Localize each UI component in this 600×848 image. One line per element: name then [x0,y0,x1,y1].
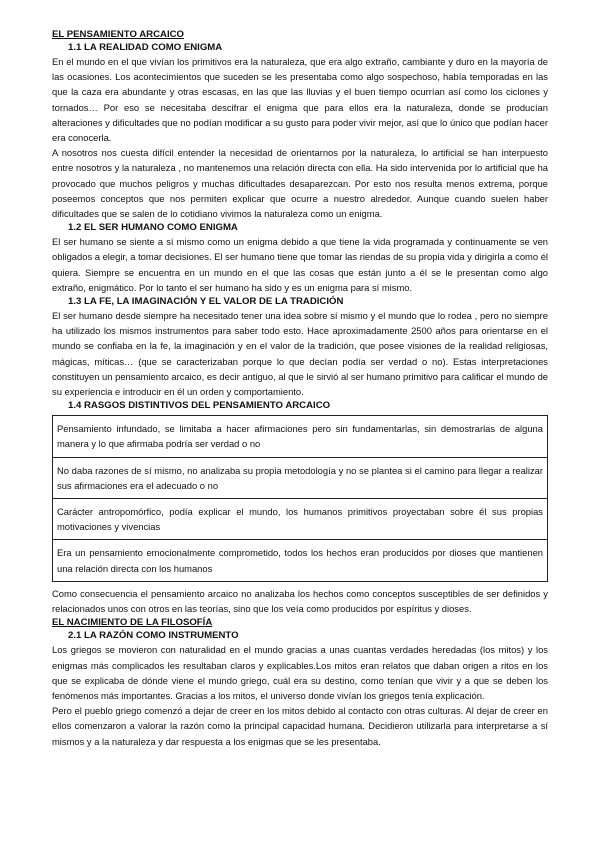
table-row [53,457,548,498]
table-cell: No daba razones de sí mismo, no analizaba su propia metodología y no se plantea si el camino para llegar a realizar sus afirmaciones era el adecuado o no [53,457,548,498]
table-row [53,540,548,581]
table-row [53,499,548,540]
paragraph: Los griegos se movieron con naturalidad en el mundo gracias a unas cuantas verdades heredadas (los mitos) y los enigmas más complicados les resultaban claros y explicables.Los mitos eran relatos que daban origen a ritos en los que se explicaba de dónde viene el mundo griego, cuál era su destino, como tenían que vivir y a que se deben los fenómenos más importantes. Gracias a los mitos, el universo donde vivían los griegos tenía explicación. [52,644,548,701]
paragraph: El ser humano se siente a sí mismo como un enigma debido a que tiene la vida programada y continuamente se ven obligados a elegir, a tomar decisiones. El ser humano tiene que tomar las riendas de su propia vida y dirigirla a como él quiera. Siempre se encuentra en un mundo en el que las cosas que están junto a él se le presentan como algo extraño, enigmático. Por lo tanto el ser humano ha sido y es un enigma para sí mismo. [52,236,548,293]
paragraph: A nosotros nos cuesta difícil entender la necesidad de orientarnos por la naturaleza, lo artificial se han interpuesto entre nosotros y la naturaleza , no mantenemos una relación directa con ella. Ha sido intervenida por lo artificial que ha provocado que muchos peligros y muchas dificultades desaparezcan. Por esto nos resulta menos extrema, porque poseemos conceptos que nos permiten explicar que ocurre a nuestro alrededor. Aunque cuando suelen haber dificultades que se salen de lo cotidiano vivimos la naturaleza como un enigma. [52,147,548,220]
heading-fe-imaginacion: 1.3 LA FE, LA IMAGINACIÓN Y EL VALOR DE LA TRADICIÓN [68,296,344,308]
rasgos-table [52,415,548,582]
section-title-pensamiento-arcaico: EL PENSAMIENTO ARCAICO [52,29,185,40]
section-title-nacimiento-filosofia: EL NACIMIENTO DE LA FILOSOFÍA [52,617,213,629]
heading-razon-instrumento: 2.1 LA RAZÓN COMO INSTRUMENTO [68,630,239,642]
table-row [53,416,548,457]
paragraph: Pero el pueblo griego comenzó a dejar de creer en los mitos debido al contacto con otras culturas. Al dejar de creer en ellos comenzaron a valorar la razón como la principal capacidad humana. Decidieron utilizarla para interpretarse a sí mismos y a la naturaleza y dar respuesta a los enigmas que se les presentaba. [52,705,548,747]
paragraph: En el mundo en el que vivían los primitivos era la naturaleza, que era algo extraño, cambiante y duro en la mayoría de las ocasiones. Los acontecimientos que suceden se les presentaba como algo sospechoso, había temporadas en las que la caza era abundante y otras escasas, en las que las lluvias y el buen tiempo ocurrían así como los ciclones y tornados… Por eso se necesitaba descifrar el enigma que para ellos era la naturaleza, donde se producían alteraciones y dificultades que no podían modificar a su gusto para poder vivir mejor, así que lo único que podían hacer era conocerla. [52,56,548,144]
paragraph: El ser humano desde siempre ha necesitado tener una idea sobre sí mismo y el mundo que lo rodea , pero no siempre ha utilizado los mismos instrumentos para saber todo esto. Hace aproximadamente 2500 años para orientarse en el mundo se confiaba en la fe, la imaginación y en el valor de la tradición, que posee visiones de la realidad religiosas, mágicas, míticas… (que se caracterizaban porque lo que decían podía ser verdad o no). Estas interpretaciones constituyen un pensamiento arcaico, es decir antiguo, al que le sirvió al ser humano primitivo para calificar el mundo de su experiencia e introducir en él un orden y comportamiento. [52,310,548,398]
heading-rasgos-distintivos: 1.4 RASGOS DISTINTIVOS DEL PENSAMIENTO ARCAICO [68,400,331,412]
table-cell: Era un pensamiento emocionalmente comprometido, todos los hechos eran producidos por dioses que mantienen una relación directa con los humanos [53,540,548,581]
table-cell: Carácter antropomórfico, podía explicar el mundo, los humanos primitivos proyectaban sobre él sus propias motivaciones y vivencias [53,499,548,540]
heading-realidad-enigma: 1.1 LA REALIDAD COMO ENIGMA [68,42,223,53]
heading-ser-humano-enigma: 1.2 EL SER HUMANO COMO ENIGMA [68,222,238,234]
table-cell: Pensamiento infundado, se limitaba a hacer afirmaciones pero sin fundamentarlas, sin demostrarlas de alguna manera y lo que afirmaba podría ser verdad o no [53,416,548,457]
paragraph: Como consecuencia el pensamiento arcaico no analizaba los hechos como conceptos susceptibles de ser definidos y relacionados unos con otros en las teorías, sino que los veía como producidos por espíritus y dioses. [52,587,548,615]
